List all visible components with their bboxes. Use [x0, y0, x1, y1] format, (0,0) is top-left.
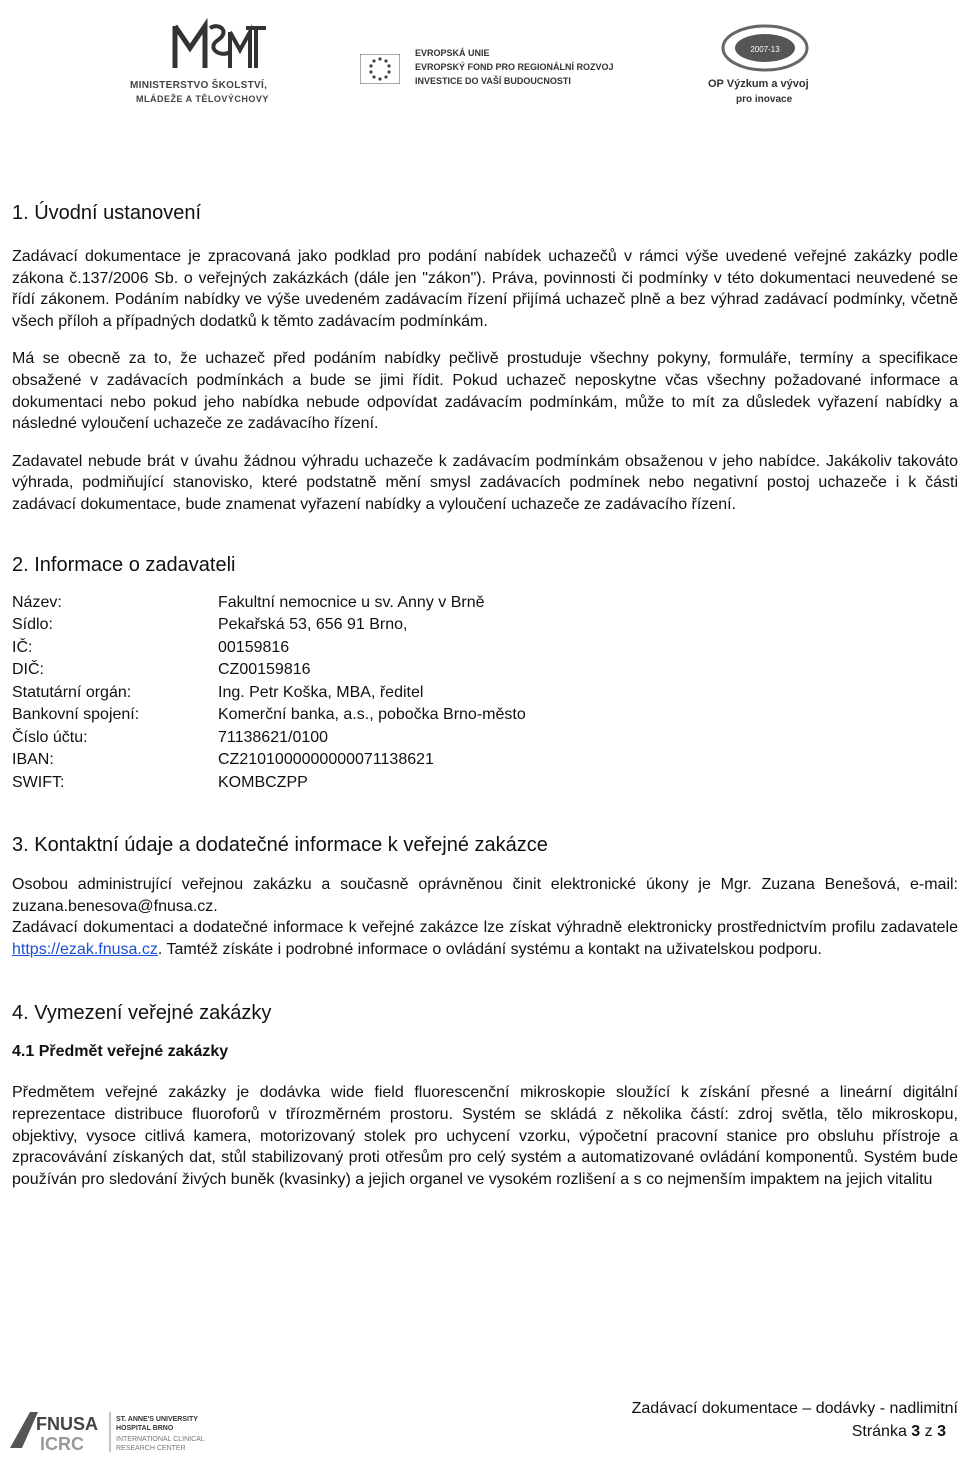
- ministry-name-line1: MINISTERSTVO ŠKOLSTVÍ,: [130, 80, 268, 91]
- fnusa-icrc-logo-icon: [8, 1408, 228, 1454]
- eu-line3: INVESTICE DO VAŠÍ BUDOUCNOSTI: [415, 76, 571, 86]
- info-row: [12, 772, 958, 795]
- info-row: [12, 592, 958, 615]
- hospital-line3: INTERNATIONAL CLINICAL: [116, 1436, 205, 1443]
- info-label: IČ:: [12, 638, 33, 656]
- info-value: 71138621/0100: [218, 728, 329, 746]
- info-value: Ing. Petr Koška, MBA, ředitel: [218, 683, 424, 701]
- section-4-title: 4. Vymezení veřejné zakázky: [12, 1002, 272, 1025]
- info-value: Komerční banka, a.s., pobočka Brno-město: [218, 706, 526, 724]
- hospital-line2: HOSPITAL BRNO: [116, 1425, 174, 1432]
- info-row: [12, 704, 958, 727]
- info-label: IBAN:: [12, 751, 54, 769]
- page-footer: [0, 1400, 960, 1455]
- section-3-title: 3. Kontaktní údaje a dodatečné informace k veřejné zakázce: [12, 834, 548, 857]
- op-line1: OP Výzkum a vývoj: [708, 78, 809, 90]
- info-value: CZ2101000000000071138621: [218, 751, 434, 769]
- ministry-name-line2: MLÁDEŽE A TĚLOVÝCHOVY: [136, 94, 269, 104]
- footer-page-number: [852, 1423, 946, 1441]
- info-row: [12, 682, 958, 705]
- buyer-profile-link[interactable]: https://ezak.fnusa.cz: [12, 940, 158, 958]
- info-label: Sídlo:: [12, 616, 53, 634]
- section-2-title: 2. Informace o zadavateli: [12, 553, 236, 576]
- fnusa-logo-text: FNUSA: [36, 1414, 98, 1434]
- info-value: Fakultní nemocnice u sv. Anny v Brně: [218, 593, 485, 611]
- document-body: [12, 198, 958, 1190]
- page-total: 3: [937, 1423, 946, 1440]
- page-separator: z: [920, 1423, 938, 1440]
- icrc-logo-text: ICRC: [40, 1434, 84, 1454]
- op-vav-emblem-icon: [700, 20, 830, 75]
- footer-document-title: Zadávací dokumentace – dodávky - nadlimitní: [631, 1400, 958, 1417]
- section-4-1-paragraph-1: Předmětem veřejné zakázky je dodávka wide field fluorescenční mikroskopie sloužící k získání přesné a lineární digitální reprezentace distribuce fluoroforů v třírozměrném prostoru. Systém se skládá z několika částí: zdroj světla, tělo mikroskopu, objektivy, vysoce citlivá kamera, motorizovaný stolek pro uchycení vzorku, výpočetní pracovní stanice pro obsluhu přístroje a zpracovávání získaných dat, stůl stabilizovaný proti otřesům pro celý systém a automatizované ovládání komponentů. Systém bude používán pro sledování živých buněk (kvasinky) a jejich organel ve vysokém rozlišení a s co nejmenším impaktem na jejich vitalitu: [12, 1084, 958, 1188]
- info-row: [12, 637, 958, 660]
- hospital-line1: ST. ANNE'S UNIVERSITY: [116, 1416, 198, 1423]
- section-1-paragraph-1: Zadávací dokumentace je zpracovaná jako podklad pro podání nabídek uchazečů v rámci výše uvedené veřejné zakázky podle zákona č.137/2006 Sb. o veřejných zakázkách (dále jen "zákon"). Práva, povinnosti či podmínky v této dokumentaci neuvedené se řídí zákonem. Podáním nabídky ve výše uvedeném zadávacím řízení přijímá uchazeč plně a bez výhrad zadávací podmínky, včetně všech příloh a případných dodatků k těmto zadávacím podmínkám.: [12, 248, 958, 330]
- info-row: [12, 614, 958, 637]
- page-current: 3: [911, 1423, 921, 1440]
- info-row: [12, 659, 958, 682]
- section-1-paragraph-3: Zadavatel nebude brát v úvahu žádnou výhradu uchazeče k zadávacím podmínkám obsaženou v jeho nabídce. Jakákoliv takováto výhrada, podmiňující stanovisko, které podstatně mění smysl zadávacích podmínek nebo negativní postoj uchazeče i k části zadávací dokumentace, bude znamenat vyřazení nabídky a vyloučení uchazeče ze zadávacího řízení.: [12, 452, 958, 513]
- eu-logo: [360, 40, 650, 110]
- info-label: Číslo účtu:: [12, 728, 88, 746]
- info-label: Statutární orgán:: [12, 683, 132, 701]
- op-line2: pro inovace: [736, 94, 793, 105]
- svg-text:2007-13: 2007-13: [750, 45, 780, 54]
- eu-line2: EVROPSKÝ FOND PRO REGIONÁLNÍ ROZVOJ: [415, 62, 614, 72]
- info-value: Pekařská 53, 656 91 Brno,: [218, 616, 408, 634]
- info-label: Bankovní spojení:: [12, 706, 140, 724]
- section-3-text-after-link: . Tamtéž získáte i podrobné informace o ovládání systému a kontakt na uživatelskou podporu.: [157, 940, 822, 958]
- info-label: SWIFT:: [12, 773, 65, 791]
- info-value: 00159816: [218, 638, 290, 656]
- info-row: [12, 727, 958, 750]
- hospital-line4: RESEARCH CENTER: [116, 1445, 186, 1452]
- section-4-1-title: 4.1 Předmět veřejné zakázky: [12, 1043, 229, 1061]
- section-3-text-before-link: Zadávací dokumentaci a dodatečné informace k veřejné zakázce lze získat výhradně elektronicky prostřednictvím profilu zadavatele: [12, 919, 958, 937]
- page-prefix: Stránka: [851, 1423, 912, 1440]
- info-row: [12, 749, 958, 772]
- msmt-emblem-icon: [120, 18, 270, 78]
- section-3-paragraph-2: [12, 917, 958, 960]
- eu-line1: EVROPSKÁ UNIE: [415, 48, 490, 58]
- section-3-paragraph-1: Osobou administrující veřejnou zakázku a současně oprávněnou činit elektronické úkony je Mgr. Zuzana Benešová, e-mail: zuzana.benesova@fnusa.cz.: [12, 876, 958, 915]
- header-logos: [0, 0, 960, 130]
- info-value: CZ00159816: [218, 661, 311, 679]
- section-1-title: 1. Úvodní ustanovení: [12, 202, 202, 224]
- section-1-paragraph-2: Má se obecně za to, že uchazeč před podáním nabídky pečlivě prostuduje všechny pokyny, formuláře, termíny a specifikace obsažené v zadávacích podmínkách a bude se jimi řídit. Pokud uchazeč neposkytne včas všechny požadované informace a dokumentaci nebo pokud jeho nabídka nebude odpovídat zadávacím podmínkám, může to mít za důsledek vyřazení nabídky a následné vyloučení uchazeče ze zadávacího řízení.: [12, 350, 958, 433]
- info-label: DIČ:: [12, 661, 44, 679]
- fnusa-icrc-logo: [8, 1408, 228, 1454]
- ministry-logo: [120, 18, 310, 113]
- info-label: Název:: [12, 593, 62, 611]
- info-value: KOMBCZPP: [218, 773, 308, 791]
- eu-flag-icon: [360, 54, 400, 84]
- op-vav-logo: [700, 20, 850, 115]
- contracting-authority-info: [12, 592, 958, 795]
